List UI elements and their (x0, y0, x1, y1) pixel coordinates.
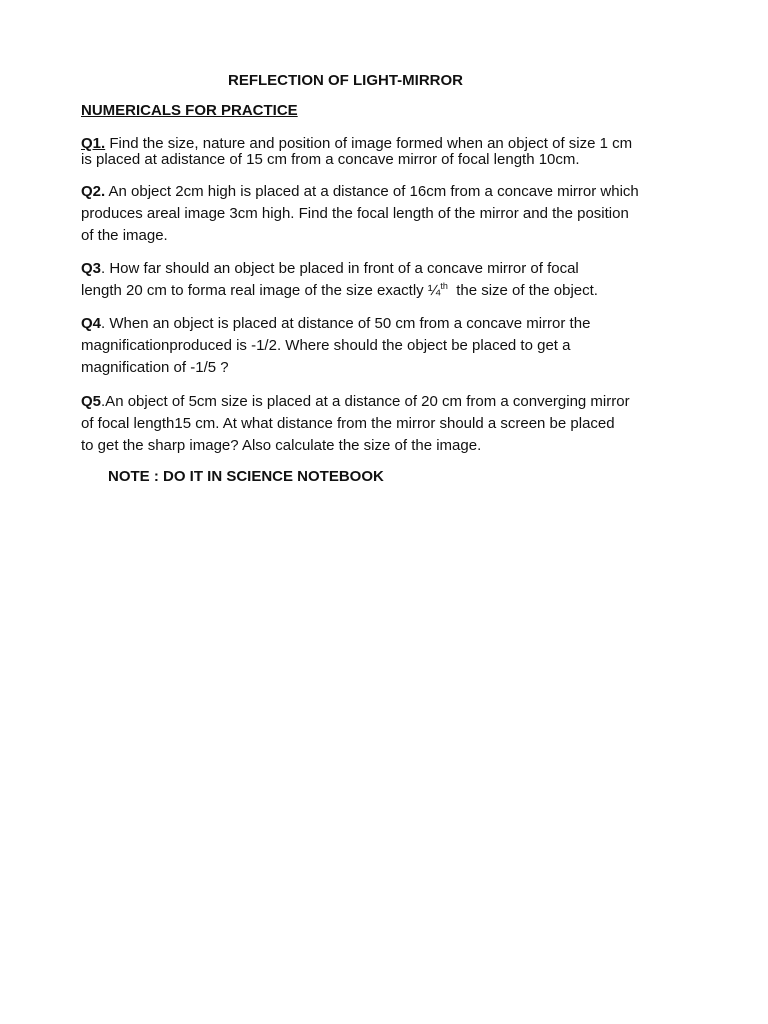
page-title: REFLECTION OF LIGHT-MIRROR (228, 72, 463, 89)
note: NOTE : DO IT IN SCIENCE NOTEBOOK (108, 468, 384, 485)
question-text: produces areal image 3cm high. Find the focal length of the mirror and the position (81, 205, 629, 222)
question-text: is placed at adistance of 15 cm from a concave mirror of focal length 10cm. (81, 151, 580, 168)
question-3 (81, 258, 711, 302)
question-label: Q5 (81, 393, 102, 410)
question-text: . How far should an object be placed in front of a concave mirror of focal (101, 260, 579, 277)
question-label: Q2. (81, 183, 106, 200)
question-text: length 20 cm to forma real image of the size exactly ¼ (81, 282, 441, 299)
question-text: to get the sharp image? Also calculate the size of the image. (81, 437, 482, 454)
question-text: magnificationproduced is -1/2. Where should the object be placed to get a (81, 337, 571, 354)
question-text: . When an object is placed at distance of 50 cm from a concave mirror the (101, 315, 591, 332)
question-text: of focal length15 cm. At what distance from the mirror should a screen be placed (81, 415, 615, 432)
question-text: Find the size, nature and position of image formed when an object of size 1 cm (105, 135, 633, 152)
question-text: .An object of 5cm size is placed at a distance of 20 cm from a converging mirror (101, 393, 630, 410)
question-text: the size of the object. (447, 282, 598, 299)
question-text: of the image. (81, 227, 168, 244)
question-label: Q1. (81, 135, 106, 152)
question-2 (81, 181, 711, 247)
question-5 (81, 391, 711, 457)
superscript: th (440, 281, 448, 291)
question-label: Q3 (81, 260, 102, 277)
question-label: Q4 (81, 315, 102, 332)
question-4 (81, 313, 711, 379)
question-1 (81, 136, 711, 168)
question-text: magnification of -1/5 ? (81, 359, 229, 376)
section-heading: NUMERICALS FOR PRACTICE (81, 102, 298, 119)
question-text: An object 2cm high is placed at a distance of 16cm from a concave mirror which (105, 183, 639, 200)
